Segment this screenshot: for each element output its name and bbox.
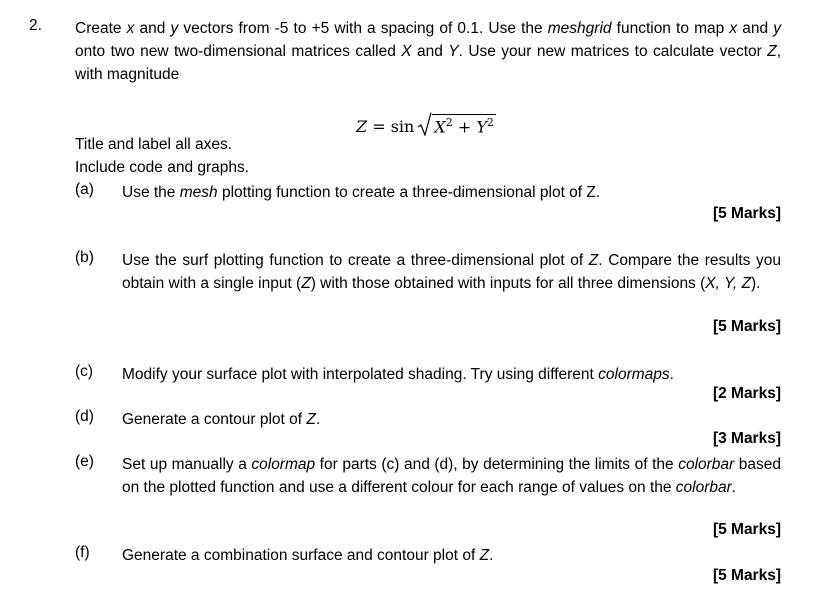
square-root bbox=[418, 112, 496, 136]
term-colormap: colormap bbox=[251, 456, 316, 473]
var-y: y bbox=[773, 20, 782, 37]
part-d-text-segment: . bbox=[315, 411, 321, 428]
formula-plus: + bbox=[452, 117, 477, 136]
part-f-text-segment: . bbox=[489, 547, 494, 564]
intro-text: . Use your new matrices to calculate vector bbox=[458, 43, 768, 60]
intro-text: onto two new two-dimensional matrices called bbox=[75, 43, 402, 60]
part-e-text-segment: Set up manually a bbox=[122, 456, 252, 473]
intro-text: and bbox=[134, 20, 171, 37]
intro-text: Create bbox=[75, 20, 127, 37]
part-a-text-segment: Use the bbox=[122, 184, 180, 201]
part-d-text bbox=[122, 408, 781, 431]
intro-text: and bbox=[737, 20, 774, 37]
part-b-text-segment: ). bbox=[750, 275, 761, 292]
instruction-include-code: Include code and graphs. bbox=[75, 159, 250, 176]
var-y: y bbox=[170, 20, 179, 37]
part-e-text bbox=[122, 453, 781, 499]
part-a-text-segment: plotting function to create a three-dimensional plot of Z. bbox=[217, 184, 601, 201]
part-e-text-segment: for parts (c) and (d), by determining the limits of the bbox=[315, 456, 679, 473]
part-e-text-segment: based on the plotted function and use a different colour for each range of values on the bbox=[122, 456, 781, 496]
part-d-text-segment: Generate a contour plot of bbox=[122, 411, 307, 428]
term-mesh: mesh bbox=[179, 184, 218, 201]
part-a-text bbox=[122, 181, 781, 204]
question-number: 2. bbox=[29, 17, 42, 34]
part-a-marks: [5 Marks] bbox=[712, 205, 781, 222]
part-e-label: (e) bbox=[75, 453, 94, 470]
intro-text: , with magnitude bbox=[75, 43, 781, 83]
part-b-text-segment: ) with those obtained with inputs for all three dimensions ( bbox=[310, 275, 706, 292]
formula-X-exponent: 2 bbox=[445, 115, 453, 129]
term-meshgrid: meshgrid bbox=[547, 20, 612, 37]
var-Y: Y bbox=[448, 43, 459, 60]
term-colorbar: colorbar bbox=[678, 456, 735, 473]
var-X: X bbox=[401, 43, 412, 60]
part-d-marks: [3 Marks] bbox=[712, 430, 781, 447]
part-b-label: (b) bbox=[75, 249, 94, 266]
term-colorbar: colorbar bbox=[675, 479, 732, 496]
part-c-text-segment: . bbox=[669, 366, 674, 383]
instruction-title-label: Title and label all axes. bbox=[75, 136, 233, 153]
part-e-marks: [5 Marks] bbox=[712, 521, 781, 538]
formula-Y-exponent: 2 bbox=[486, 115, 494, 129]
part-b-text bbox=[122, 249, 781, 295]
var-XYZ: X, Y, Z bbox=[705, 275, 751, 292]
part-c-marks: [2 Marks] bbox=[712, 385, 781, 402]
part-b-marks: [5 Marks] bbox=[712, 318, 781, 335]
part-a-label: (a) bbox=[75, 181, 94, 198]
part-d-label: (d) bbox=[75, 408, 94, 425]
part-f-label: (f) bbox=[75, 544, 90, 561]
formula-X: X bbox=[434, 117, 446, 136]
intro-text: function to map bbox=[611, 20, 730, 37]
radicand bbox=[432, 114, 496, 136]
var-Z: Z bbox=[588, 252, 599, 269]
formula-eq-sin: = sin bbox=[367, 117, 415, 136]
part-c-text-segment: Modify your surface plot with interpolated shading. Try using different bbox=[122, 366, 599, 383]
part-e-text-segment: . bbox=[731, 479, 737, 496]
part-f-text-segment: Generate a combination surface and contour plot of bbox=[122, 547, 480, 564]
var-Z: Z bbox=[301, 275, 311, 292]
intro-text: vectors from -5 to +5 with a spacing of 0.1. Use the bbox=[178, 20, 548, 37]
part-f-text bbox=[122, 544, 781, 567]
part-c-text bbox=[122, 363, 781, 386]
intro-text: and bbox=[411, 43, 449, 60]
var-Z: Z bbox=[306, 411, 316, 428]
magnitude-formula bbox=[356, 112, 496, 136]
question-intro bbox=[75, 17, 781, 86]
term-colormaps: colormaps bbox=[598, 366, 670, 383]
var-Z: Z bbox=[479, 547, 490, 564]
radical-sign-icon bbox=[418, 112, 432, 136]
part-f-marks: [5 Marks] bbox=[712, 567, 781, 584]
part-b-text-segment: Use the surf plotting function to create a three-dimensional plot of bbox=[122, 252, 589, 269]
part-c-label: (c) bbox=[75, 363, 94, 380]
var-x: x bbox=[729, 20, 738, 37]
formula-Y: Y bbox=[476, 117, 487, 136]
var-x: x bbox=[126, 20, 135, 37]
formula-lhs: Z bbox=[356, 117, 368, 136]
var-Z: Z bbox=[767, 43, 777, 60]
part-b-text-segment: . Compare the results you obtain with a single input ( bbox=[122, 252, 781, 292]
